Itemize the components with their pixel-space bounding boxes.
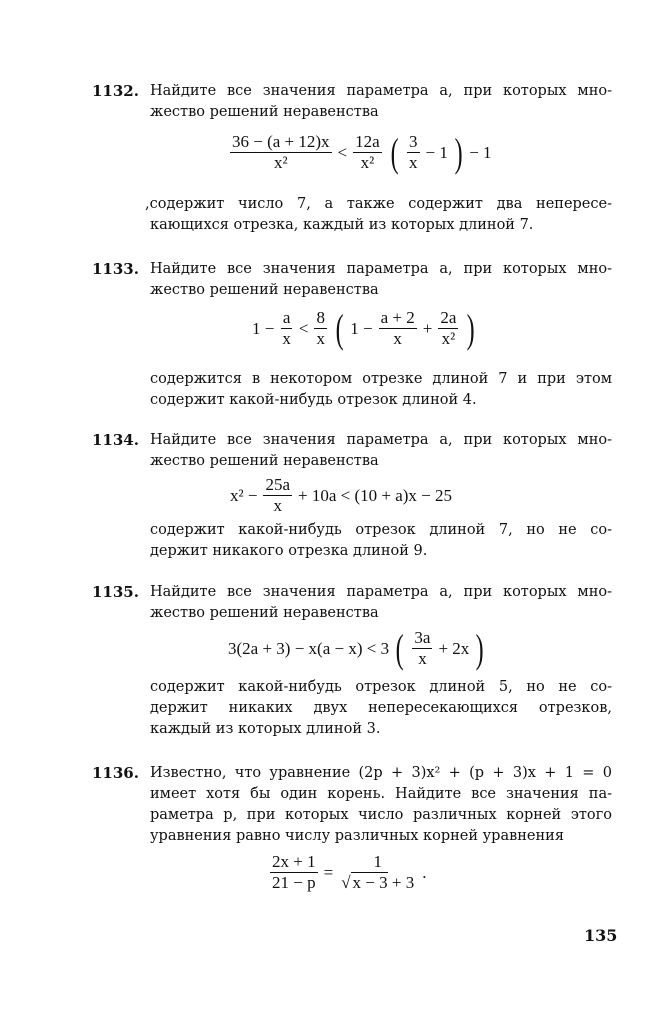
term: + 2x [438,638,470,658]
paren: ( [335,305,344,351]
problem-text: содержится в некотором отрезке длиной 7 и при этом [150,371,612,387]
problem-text: раметра p, при которых число различных корней этого [150,807,612,823]
term: + 3 [391,873,415,892]
paren: ) [454,129,463,175]
problem-text: содержит какой-нибудь отрезок длиной 7, но не со- [150,522,612,538]
inequality-formula [228,129,492,175]
page-number: 135 [584,926,618,945]
denominator: x [282,329,291,348]
numerator: 36 − (a + 12)x [232,132,330,151]
denominator: x² [441,329,456,348]
problem-text: имеет хотя бы один корень. Найдите все значения па- [150,786,612,802]
problem-text: держит никаких двух непересекающихся отрезков, [150,700,612,716]
problem-number: 1134. [92,431,139,449]
operator: < [298,318,309,338]
problem-text: Найдите все значения параметра a, при которых мно- [150,584,612,600]
numerator: 3a [414,628,431,647]
problem-text: Найдите все значения параметра a, при которых мно- [150,432,612,448]
problem-text: жество решений неравенства [150,453,379,469]
paren: ) [467,305,476,351]
numerator: 12a [355,132,380,151]
paren: ( [390,129,399,175]
term: 1 − [252,318,275,338]
numerator: a [282,308,291,327]
numerator: 3 [409,132,418,151]
problem-text: каждый из которых длиной 3. [150,721,381,737]
term: 3(2a + 3) − x(a − x) < 3 [228,638,390,658]
problem-number: 1136. [92,764,139,782]
operator: < [337,142,348,162]
denominator: x [393,329,402,348]
problem-text: уравнения равно числу различных корней уравнения [150,828,564,844]
problem-text: содержит какой-нибудь отрезок длиной 5, но не со- [150,679,612,695]
period: . [422,862,427,882]
numerator: 2x + 1 [272,852,316,871]
numerator: 2a [440,308,457,327]
problem-text: ,содержит число 7, а также содержит два непересе- [145,196,612,212]
problem-text: жество решений неравенства [150,282,379,298]
term: − 1 [469,142,492,162]
problem-text: содержит какой-нибудь отрезок длиной 4. [150,392,477,408]
term: 1 − [350,318,373,338]
operator: + [422,318,433,338]
inequality-formula [230,475,452,516]
paren: ) [475,625,484,671]
problem-text: Найдите все значения параметра a, при которых мно- [150,83,612,99]
problem-text: держит никакого отрезка длиной 9. [150,543,428,559]
term: x² − [230,485,258,505]
sqrt-sign: √ [341,873,351,892]
denominator: x [409,153,418,172]
problem-text: Известно, что уравнение (2p + 3)x² + (p + 3)x + 1 = 0 [150,765,612,781]
numerator: 25a [265,475,290,494]
problem-number: 1135. [92,583,139,601]
problem-text: кающихся отрезка, каждый из которых длиной 7. [150,217,534,233]
denominator [339,873,416,893]
paren: ( [395,625,404,671]
denominator: x [316,329,325,348]
problem-text: жество решений неравенства [150,104,379,120]
term: − 1 [425,142,448,162]
problem-text: Найдите все значения параметра a, при которых мно- [150,261,612,277]
inequality-formula [228,625,487,671]
denominator: x [273,496,282,515]
operator: = [323,862,334,882]
denominator: 21 − p [272,873,316,892]
denominator: x [418,649,427,668]
denominator: x² [360,153,375,172]
inequality-formula [252,305,478,351]
radicand: x − 3 [352,873,388,892]
problem-text: жество решений неравенства [150,605,379,621]
equation-formula [268,852,426,893]
denominator: x² [273,153,288,172]
numerator: 1 [373,852,382,871]
term: + 10a < (10 + a)x − 25 [297,485,452,505]
problem-number: 1132. [92,82,139,100]
numerator: 8 [316,308,325,327]
numerator: a + 2 [380,308,415,327]
problem-number: 1133. [92,260,139,278]
